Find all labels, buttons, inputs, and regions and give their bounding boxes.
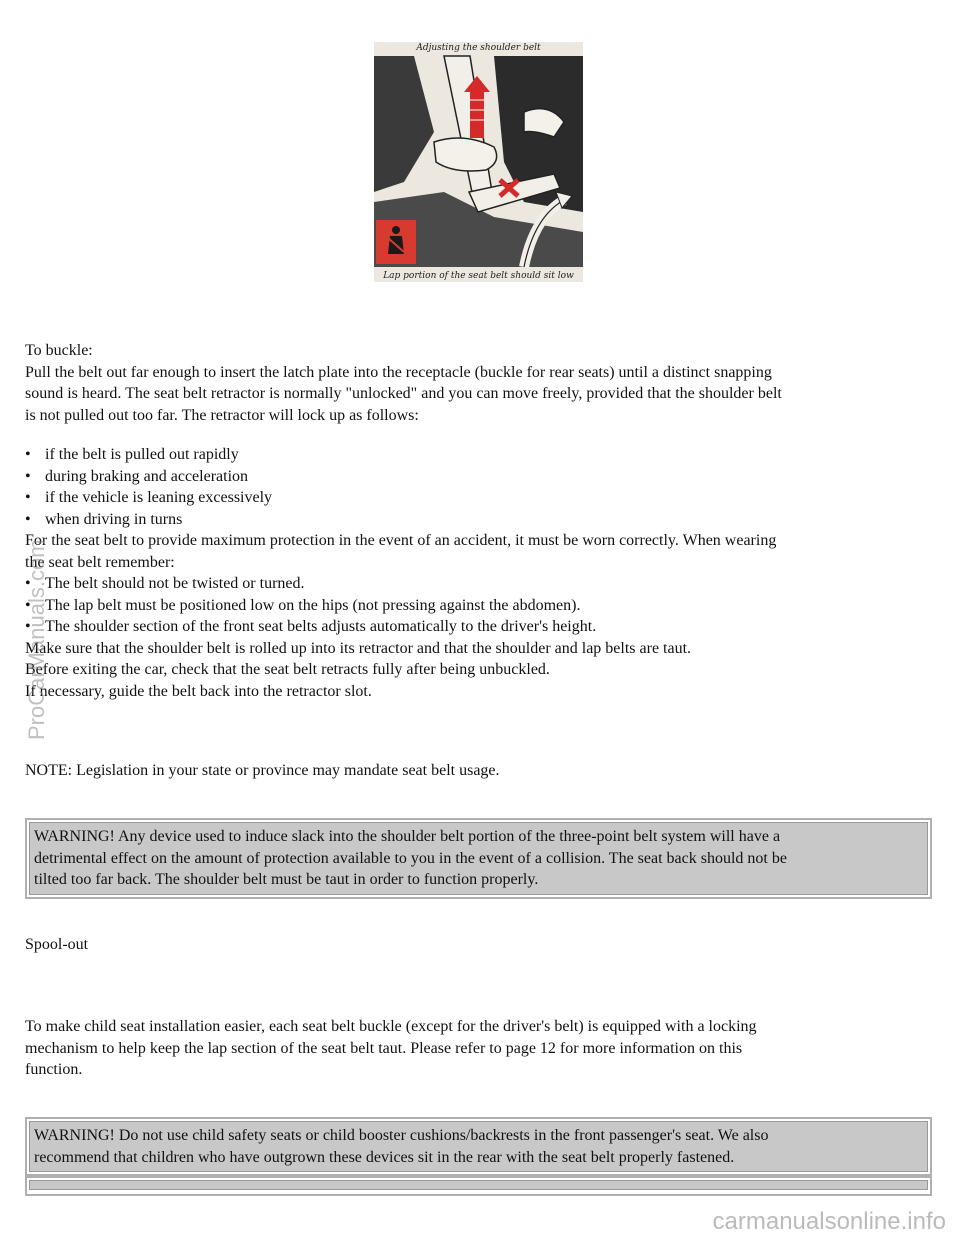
protection-text-line: the seat belt remember: [25,553,175,571]
list-item: • The belt should not be twisted or turned. [25,573,930,595]
warning-text-line: tilted too far back. The shoulder belt must be taut in order to function properly. [34,871,539,888]
warning-box [25,1117,932,1176]
list-item: • The shoulder section of the front seat belts adjusts automatically to the driver's height. [25,616,930,638]
note-text: NOTE: Legislation in your state or province may mandate seat belt usage. [25,762,500,779]
child-seat-text-line: mechanism to help keep the lap section of the seat belt taut. Please refer to page 12 for more information on this [25,1039,743,1057]
illustration-caption-bottom: Lap portion of the seat belt should sit low [383,271,574,281]
list-item: • if the belt is pulled out rapidly [25,444,930,466]
illustration-caption-top: Adjusting the shoulder belt [416,43,541,53]
warning-box [25,818,932,899]
seatbelt-warning-icon [376,220,416,264]
seat-belt-illustration [374,42,583,282]
list-item: • when driving in turns [25,509,930,531]
protection-text-line: For the seat belt to provide maximum protection in the event of an accident, it must be worn correctly. When wearing [25,532,777,549]
lock-conditions-list [25,444,930,702]
child-seat-paragraph [25,1016,930,1081]
list-item: • if the vehicle is leaning excessively [25,487,930,509]
buckle-text-line: sound is heard. The seat belt retractor is normally "unlocked" and you can move freely, provided that the shoulder belt [25,385,782,402]
next-box [25,1176,932,1196]
buckle-section [25,340,930,426]
buckle-text-line: is not pulled out too far. The retractor will lock up as follows: [25,406,419,424]
list-item: • The lap belt must be positioned low on the hips (not pressing against the abdomen). [25,595,930,617]
closing-text-line: Make sure that the shoulder belt is rolled up into its retractor and that the shoulder and lap belts are taut. [25,639,692,657]
warning-text-line: WARNING! Any device used to induce slack into the shoulder belt portion of the three-point belt system will have a [34,828,781,845]
child-seat-text-line: function. [25,1061,83,1078]
warning-text-line: WARNING! Do not use child safety seats or child booster cushions/backrests in the front passenger's seat. We also [34,1127,769,1144]
closing-text-line: If necessary, guide the belt back into the retractor slot. [25,682,372,700]
buckle-heading: To buckle: [25,342,93,359]
bottom-watermark: carmanualsonline.info [712,1208,946,1235]
spool-out-heading: Spool-out [25,936,89,953]
list-item: • during braking and acceleration [25,466,930,488]
warning-text-line: detrimental effect on the amount of protection available to you in the event of a collision. The seat back should not be [34,849,787,867]
side-watermark: ProCarManuals.com [24,539,49,740]
warning-text-line: recommend that children who have outgrown these devices sit in the rear with the seat belt properly fastened. [34,1148,735,1166]
child-seat-text-line: To make child seat installation easier, each seat belt buckle (except for the driver's belt) is equipped with a locking [25,1018,757,1035]
closing-text-line: Before exiting the car, check that the seat belt retracts fully after being unbuckled. [25,661,550,678]
seat-belt-drawing [374,42,583,282]
buckle-text-line: Pull the belt out far enough to insert the latch plate into the receptacle (buckle for rear seats) until a distinct snapping [25,363,772,381]
